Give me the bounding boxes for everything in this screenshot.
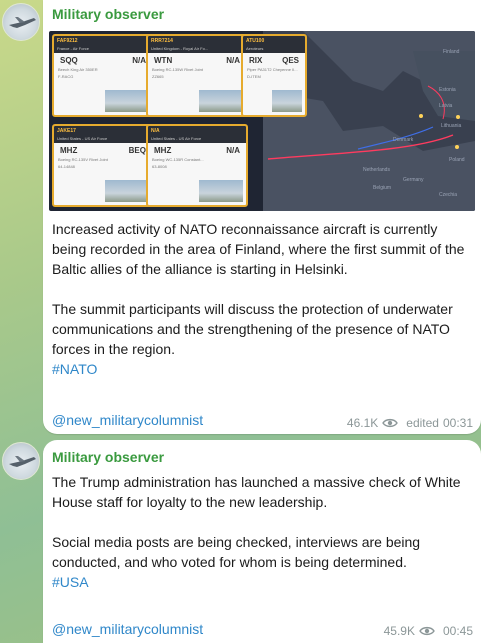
registration: ZZ665 (152, 74, 164, 79)
aircraft-type: Beech King Air 350ER (58, 67, 98, 72)
aircraft-photo (272, 90, 302, 112)
origin-code: WTN (154, 56, 173, 65)
channel-avatar[interactable] (2, 442, 40, 480)
message-paragraph: Social media posts are being checked, interviews are being conducted, and who voted for whom is being determined. (52, 534, 421, 570)
timestamp: 00:45 (442, 624, 473, 638)
destination-code: N/A (226, 56, 240, 65)
edited-label: edited (406, 416, 439, 430)
aircraft-icon (3, 4, 40, 41)
aircraft-type: Boeing WC-135R Constant... (152, 157, 204, 162)
map-label: Netherlands (363, 167, 390, 173)
message-bubble[interactable] (43, 440, 481, 643)
registration: 63-8008 (152, 164, 167, 169)
eye-icon (419, 626, 435, 636)
timestamp: 00:31 (442, 416, 473, 430)
map-label: Poland (449, 157, 465, 163)
flight-card[interactable] (146, 124, 248, 207)
flight-callsign: FAF9212 (54, 36, 152, 46)
destination-code: QES (282, 56, 299, 65)
flight-operator: France - Air Force (54, 46, 152, 53)
hashtag-link[interactable]: #NATO (52, 361, 98, 377)
message-paragraph: The Trump administration has launched a massive check of White House staff for loyalty to the new leadership. (52, 474, 461, 510)
aircraft-photo (105, 180, 149, 202)
channel-avatar[interactable] (2, 3, 40, 41)
aircraft-icon (3, 443, 40, 480)
message-meta (384, 624, 473, 638)
flight-card[interactable] (146, 34, 248, 117)
view-count: 45.9K (383, 624, 415, 638)
origin-code: RIX (249, 56, 263, 65)
map-label: Latvia (439, 103, 453, 109)
message-text (52, 219, 471, 379)
flight-card[interactable] (52, 34, 154, 117)
author-name[interactable]: Military observer (52, 449, 165, 465)
aircraft-type: Piper PA31T2 Cheyenne II... (247, 67, 298, 72)
flight-operator: United Kingdom - Royal Air Fo... (148, 46, 246, 53)
origin-code: MHZ (60, 146, 78, 155)
message-paragraph: Increased activity of NATO reconnaissance aircraft is currently being recorded in the area of Finland, where the first summit of the Baltic allies of the alliance is starting in Helsinki. (52, 221, 465, 277)
flight-callsign: RRR7214 (148, 36, 246, 46)
flight-tracker-image[interactable] (49, 31, 475, 211)
map-label: Czechia (439, 192, 458, 198)
channel-link[interactable]: @new_militarycolumnist (52, 412, 204, 428)
destination-code: BEQ (128, 146, 146, 155)
flight-operator: Aeroteurs (243, 46, 305, 53)
hashtag-link[interactable]: #USA (52, 574, 89, 590)
origin-code: SQQ (60, 56, 78, 65)
flight-card[interactable] (241, 34, 307, 117)
registration: F-RACG (58, 74, 74, 79)
flight-operator: United States - US Air Force (54, 136, 152, 143)
author-name[interactable]: Military observer (52, 6, 165, 22)
flight-card[interactable] (52, 124, 154, 207)
flight-callsign: N/A (148, 126, 246, 136)
message-paragraph: The summit participants will discuss the protection of underwater communications and the strengthening of the presence of NATO forces in the region. (52, 301, 453, 357)
aircraft-photo (199, 180, 243, 202)
aircraft-type: Boeing RC-135W Rivet Joint (152, 67, 203, 72)
aircraft-type: Boeing RC-135V Rivet Joint (58, 157, 108, 162)
message-text (52, 472, 471, 592)
destination-code: N/A (132, 56, 146, 65)
destination-code: N/A (226, 146, 240, 155)
registration: D-ITEM (247, 74, 261, 79)
flight-operator: United States - US Air Force (148, 136, 246, 143)
origin-code: MHZ (154, 146, 172, 155)
registration: 64-14848 (58, 164, 75, 169)
aircraft-photo (105, 90, 149, 112)
view-count: 46.1K (346, 416, 379, 430)
message-bubble[interactable] (43, 0, 481, 434)
flight-callsign: JAKE17 (54, 126, 152, 136)
aircraft-photo (199, 90, 243, 112)
map-label: Denmark (393, 137, 414, 143)
map-label: Estonia (439, 87, 456, 93)
channel-link[interactable]: @new_militarycolumnist (52, 621, 204, 637)
eye-icon (382, 418, 398, 428)
map-label: Lithuania (441, 123, 462, 129)
map-label: Belgium (373, 185, 392, 191)
map-label: Finland (443, 49, 460, 55)
map-label: Germany (403, 177, 424, 183)
flight-callsign: ATU100 (243, 36, 305, 46)
message-meta (347, 416, 473, 430)
